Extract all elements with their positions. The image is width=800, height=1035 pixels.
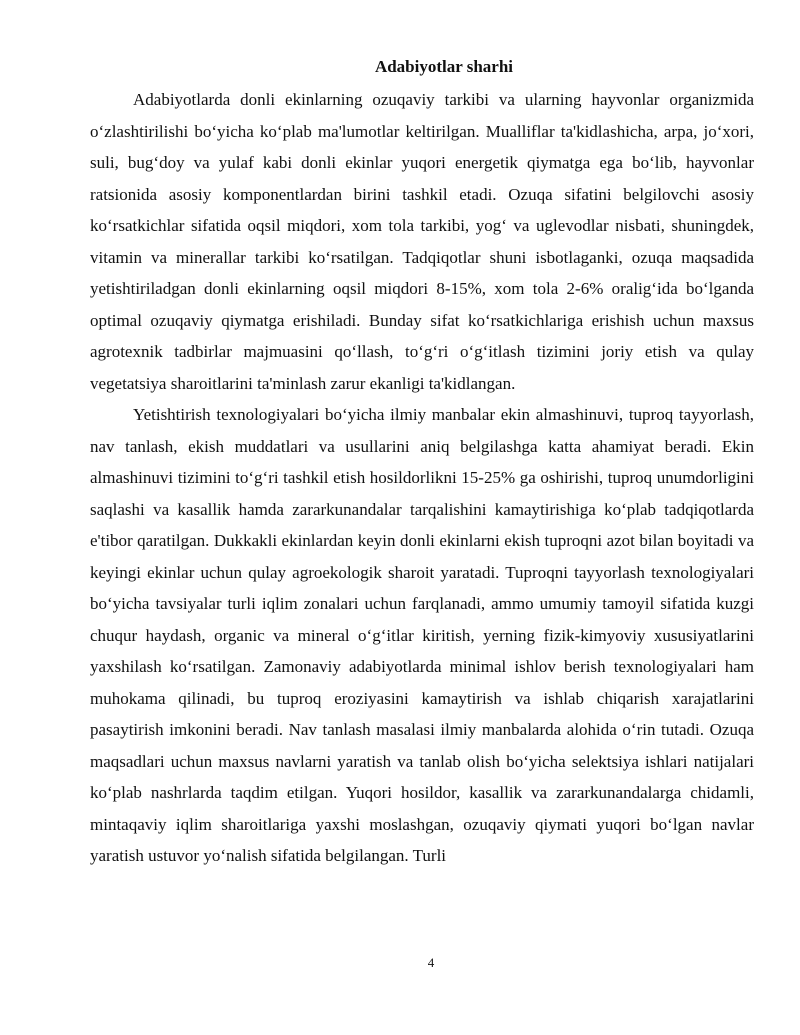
body-text — [90, 84, 754, 872]
paragraph-2: Yetishtirish texnologiyalari boʻyicha ilmiy manbalar ekin almashinuvi, tuproq tayyorlash, nav tanlash, ekish muddatlari va usullarini aniq belgilashga katta ahamiyat beradi. Ekin almashinuvi tizimini toʻgʻri tashkil etish hosildorlikni 15-25% ga oshirishi, tuproq unumdorligini saqlashi va kasallik hamda zararkunandalar tarqalishini kamaytirishiga koʻplab tadqiqotlarda e'tibor qaratilgan. Dukkakli ekinlardan keyin donli ekinlarni ekish tuproqni azot bilan boyitadi va keyingi ekinlar uchun qulay agroekologik sharoit yaratadi. Tuproqni tayyorlash texnologiyalari boʻyicha tavsiyalar turli iqlim zonalari uchun farqlanadi, ammo umumiy tamoyil sifatida kuzgi chuqur haydash, organic va mineral oʻgʻitlar kiritish, yerning fizik-kimyoviy xususiyatlarini yaxshilash koʻrsatilgan. Zamonaviy adabiyotlarda minimal ishlov berish texnologiyalari ham muhokama qilinadi, bu tuproq eroziyasini kamaytirish va ishlab chiqarish xarajatlarini pasaytirish imkonini beradi. Nav tanlash masalasi ilmiy manbalarda alohida oʻrin tutadi. Ozuqa maqsadlari uchun maxsus navlarni yaratish va tanlab olish boʻyicha selektsiya ishlari natijalari koʻplab nashrlarda taqdim etilgan. Yuqori hosildor, kasallik va zararkunandalarga chidamli, mintaqaviy iqlim sharoitlariga yaxshi moslashgan, ozuqaviy qiymati yuqori boʻlgan navlar yaratish ustuvor yoʻnalish sifatida belgilangan. Turli — [90, 405, 754, 865]
paragraph-1: Adabiyotlarda donli ekinlarning ozuqaviy tarkibi va ularning hayvonlar organizmida oʻzlashtirilishi boʻyicha koʻplab ma'lumotlar keltirilgan. Mualliflar ta'kidlashicha, arpa, joʻxori, suli, bugʻdoy va yulaf kabi donli ekinlar yuqori energetik qiymatga ega boʻlib, hayvonlar ratsionida asosiy komponentlardan birini tashkil etadi. Ozuqa sifatini belgilovchi asosiy koʻrsatkichlar sifatida oqsil miqdori, xom tola tarkibi, yogʻ va uglevodlar nisbati, shuningdek, vitamin va minerallar tarkibi koʻrsatilgan. Tadqiqotlar shuni isbotlaganki, ozuqa maqsadida yetishtiriladgan donli ekinlarning oqsil miqdori 8-15%, xom tola 2-6% oraligʻida boʻlganda optimal ozuqaviy qiymatga erishiladi. Bunday sifat koʻrsatkichlariga erishish uchun maxsus agrotexnik tadbirlar majmuasini qoʻllash, toʻgʻri oʻgʻitlash tizimini joriy etish va qulay vegetatsiya sharoitlarini ta'minlash zarur ekanligi ta'kidlangan. — [90, 90, 754, 393]
section-heading: Adabiyotlar sharhi — [374, 57, 514, 76]
page-number: 4 — [427, 955, 435, 970]
